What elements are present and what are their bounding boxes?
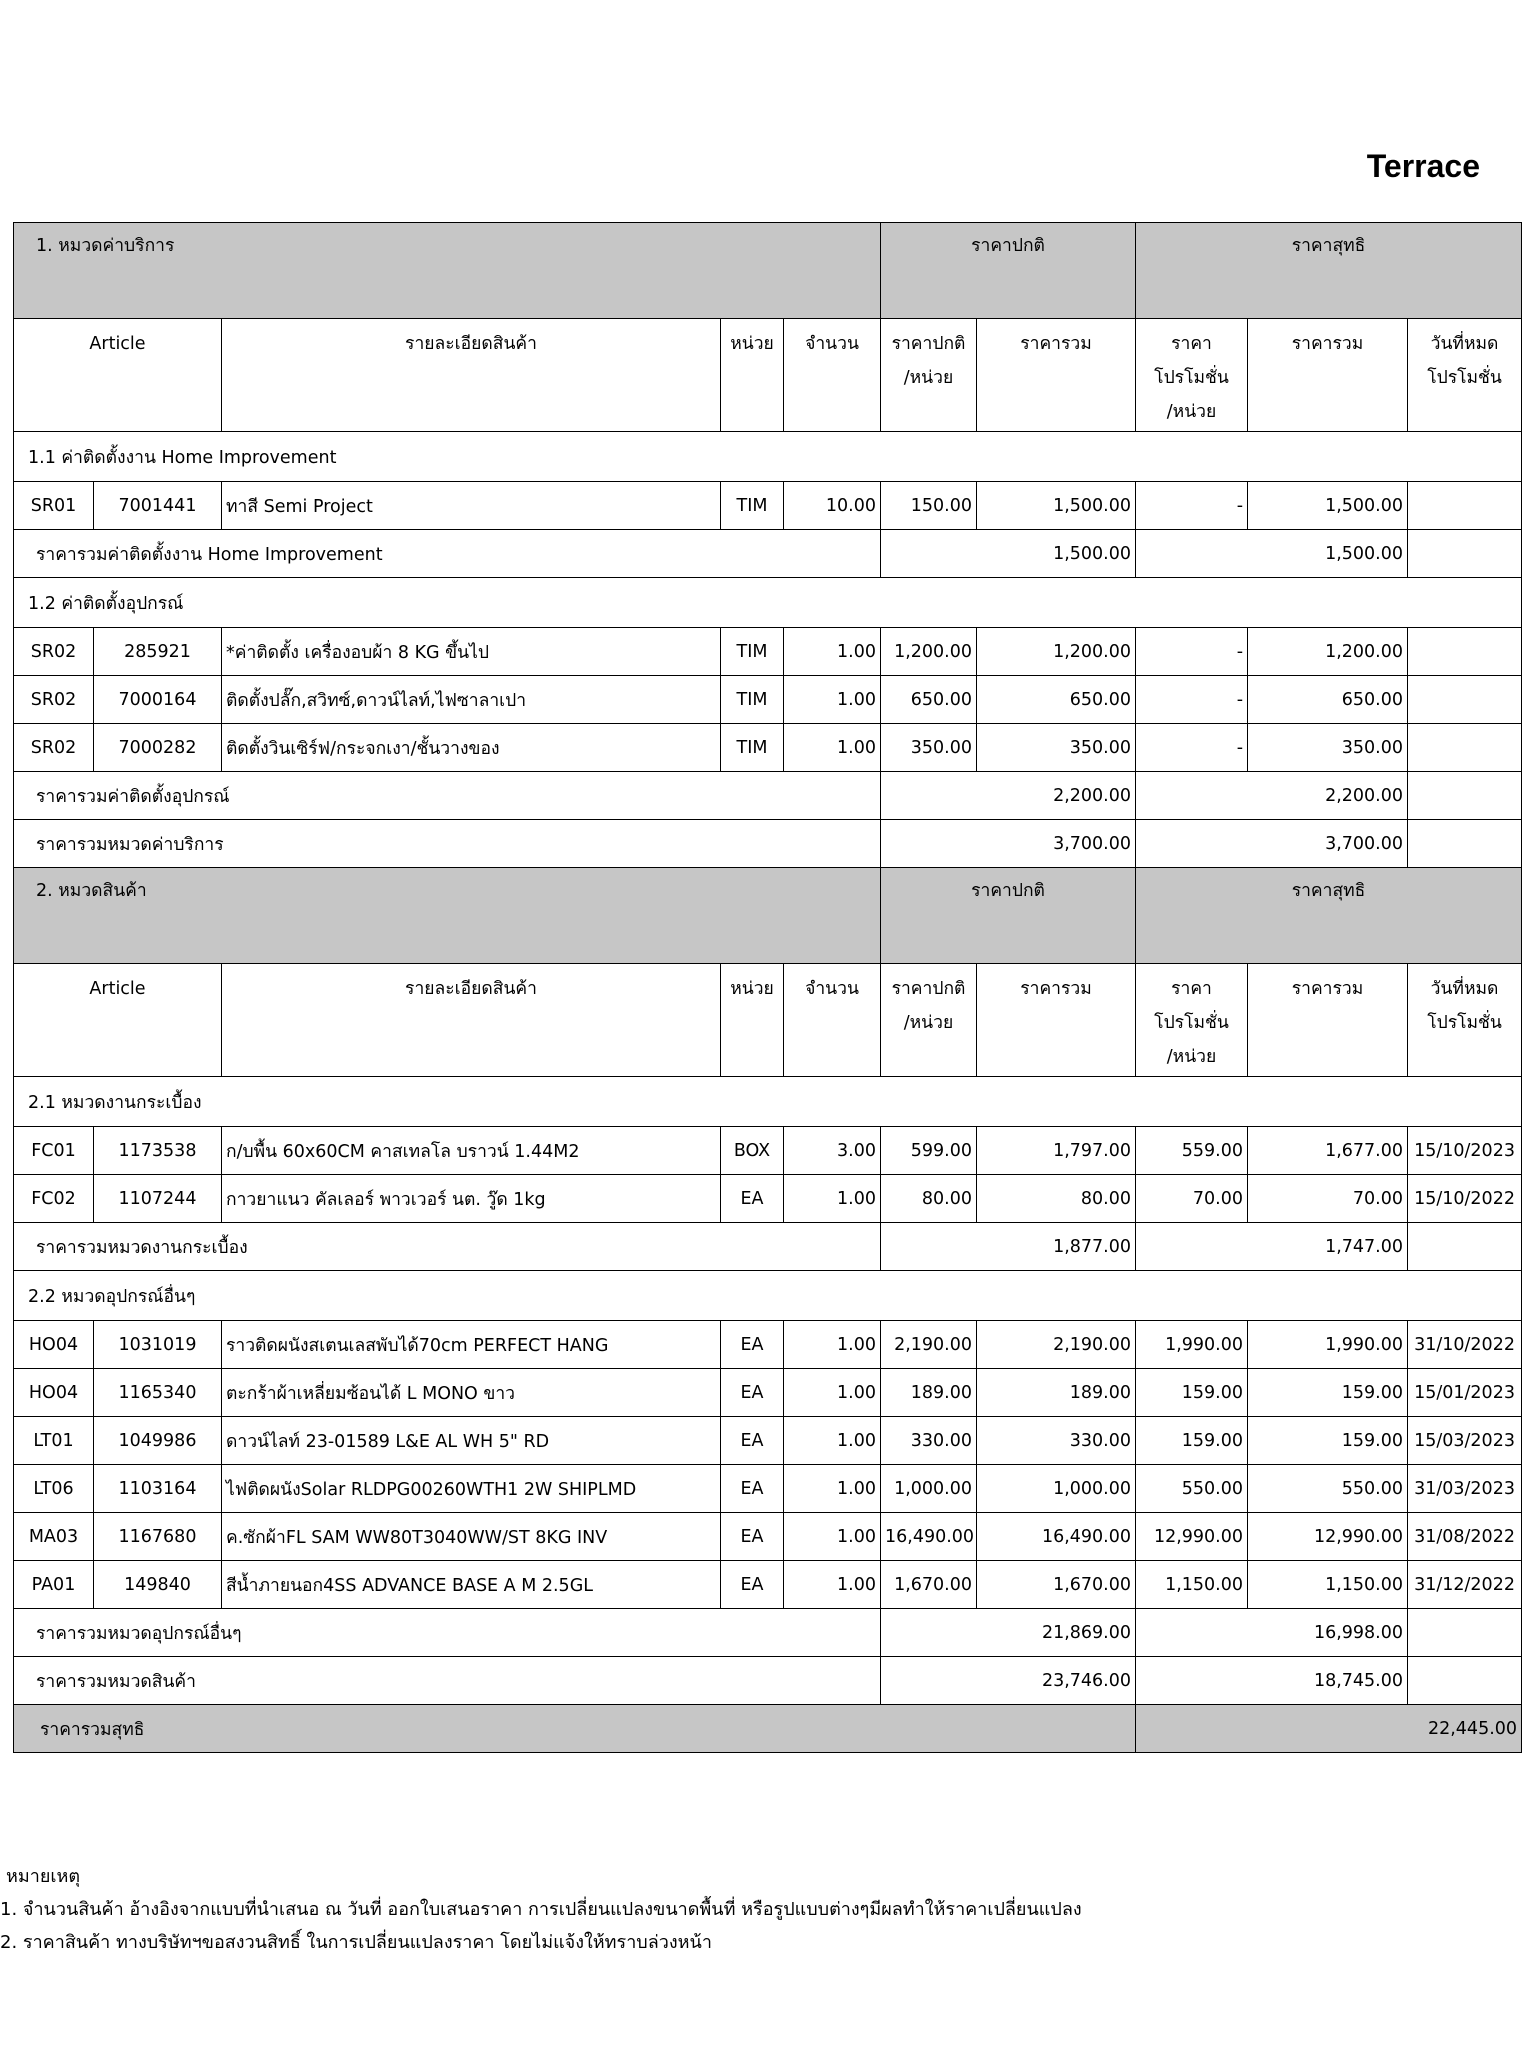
subtotal-blank [1408,530,1522,578]
item-article: 1165340 [94,1369,222,1417]
item-article: 1049986 [94,1417,222,1465]
subtotal-label: ราคารวมค่าติดตั้งงาน Home Improvement [14,530,881,578]
table-row [14,482,1522,530]
column-header-row [14,964,1522,1077]
category-row [14,1077,1522,1127]
item-unit: EA [721,1321,784,1369]
item-promo-price: 159.00 [1136,1417,1248,1465]
item-code: LT06 [14,1465,94,1513]
item-total: 1,670.00 [977,1561,1136,1609]
item-article: 1031019 [94,1321,222,1369]
table-row [14,724,1522,772]
item-qty: 1.00 [784,1465,881,1513]
item-qty: 1.00 [784,1321,881,1369]
item-description: สีน้ำภายนอก4SS ADVANCE BASE A M 2.5GL [222,1561,721,1609]
item-promo-price: 559.00 [1136,1127,1248,1175]
column-header-line: หน่วย [730,334,774,354]
item-code: SR01 [14,482,94,530]
item-promo-total: 650.00 [1248,676,1408,724]
column-header-line: ราคา [1171,979,1212,999]
section-subtotal-row [14,1657,1522,1705]
item-promo-total: 1,500.00 [1248,482,1408,530]
notes [0,1860,1520,1959]
item-code: HO04 [14,1321,94,1369]
section-title: 2. หมวดสินค้า [14,868,881,964]
subtotal-normal: 1,500.00 [881,530,1136,578]
category-title: 2.1 หมวดงานกระเบื้อง [14,1077,1522,1127]
item-article: 7001441 [94,482,222,530]
item-unit-price: 1,000.00 [881,1465,977,1513]
section-header-row [14,868,1522,964]
table-row [14,1321,1522,1369]
grand-total-row [14,1705,1522,1753]
item-description: ติดตั้งปลั๊ก,สวิทซ์,ดาวน์ไลท์,ไฟซาลาเปา [222,676,721,724]
category-subtotal-row [14,530,1522,578]
column-header-line: Article [89,979,146,999]
item-promo-end-date [1408,628,1522,676]
column-header [1408,964,1522,1077]
category-subtotal-row [14,1609,1522,1657]
column-header [721,964,784,1077]
item-article: 149840 [94,1561,222,1609]
item-unit: EA [721,1417,784,1465]
note-line-1: 1. จำนวนสินค้า อ้างอิงจากแบบที่นำเสนอ ณ วันที่ ออกใบเสนอราคา การเปลี่ยนแปลงขนาดพื้นที่ หรือรูปแบบต่างๆมีผลทำให้ราคาเปลี่ยนแปลง [0,1899,1082,1920]
column-header-line: โปรโมชั่น [1154,368,1229,388]
item-code: SR02 [14,628,94,676]
item-unit-price: 2,190.00 [881,1321,977,1369]
item-unit-price: 1,670.00 [881,1561,977,1609]
column-header [1248,964,1408,1077]
column-header [784,964,881,1077]
item-total: 1,000.00 [977,1465,1136,1513]
item-description: กาวยาแนว คัลเลอร์ พาวเวอร์ นต. วู๊ด 1kg [222,1175,721,1223]
item-total: 1,500.00 [977,482,1136,530]
item-description: ก/บพื้น 60x60CM คาสเทลโล บราวน์ 1.44M2 [222,1127,721,1175]
item-unit-price: 150.00 [881,482,977,530]
item-promo-price: 12,990.00 [1136,1513,1248,1561]
item-promo-total: 70.00 [1248,1175,1408,1223]
item-unit: EA [721,1175,784,1223]
item-code: HO04 [14,1369,94,1417]
item-unit-price: 650.00 [881,676,977,724]
table-row [14,1513,1522,1561]
section-subtotal-blank [1408,820,1522,868]
column-header-line: ราคา [1171,334,1212,354]
table-row [14,1417,1522,1465]
item-total: 80.00 [977,1175,1136,1223]
item-unit: BOX [721,1127,784,1175]
column-header-line: /หน่วย [1166,1047,1217,1067]
item-description: ทาสี Semi Project [222,482,721,530]
column-header-line: โปรโมชั่น [1427,1013,1502,1033]
item-code: SR02 [14,724,94,772]
item-qty: 1.00 [784,724,881,772]
item-qty: 1.00 [784,1561,881,1609]
item-unit: EA [721,1513,784,1561]
item-unit: TIM [721,482,784,530]
item-total: 189.00 [977,1369,1136,1417]
item-promo-end-date: 15/10/2023 [1408,1127,1522,1175]
table-row [14,1561,1522,1609]
net-price-group-header: ราคาสุทธิ [1136,223,1522,319]
note-line-2: 2. ราคาสินค้า ทางบริษัทฯขอสงวนสิทธิ์ ในการเปลี่ยนแปลงราคา โดยไม่แจ้งให้ทราบล่วงหน้า [0,1932,712,1953]
column-header-line: จำนวน [805,979,859,999]
item-code: FC02 [14,1175,94,1223]
item-promo-price: - [1136,482,1248,530]
item-qty: 1.00 [784,1417,881,1465]
item-promo-end-date [1408,724,1522,772]
normal-price-group-header: ราคาปกติ [881,223,1136,319]
category-subtotal-row [14,1223,1522,1271]
item-promo-price: 550.00 [1136,1465,1248,1513]
item-promo-price: - [1136,628,1248,676]
item-code: LT01 [14,1417,94,1465]
item-code: SR02 [14,676,94,724]
item-unit-price: 16,490.00 [881,1513,977,1561]
item-unit-price: 1,200.00 [881,628,977,676]
item-total: 1,200.00 [977,628,1136,676]
item-promo-price: 1,990.00 [1136,1321,1248,1369]
subtotal-blank [1408,1223,1522,1271]
column-header-line: /หน่วย [1166,402,1217,422]
item-promo-price: - [1136,676,1248,724]
item-unit: EA [721,1369,784,1417]
column-header [881,964,977,1077]
item-unit: TIM [721,676,784,724]
subtotal-net: 2,200.00 [1136,772,1408,820]
section-subtotal-row [14,820,1522,868]
item-promo-end-date: 31/08/2022 [1408,1513,1522,1561]
category-row [14,432,1522,482]
column-header-line: โปรโมชั่น [1427,368,1502,388]
column-header [881,319,977,432]
item-promo-end-date: 31/03/2023 [1408,1465,1522,1513]
subtotal-normal: 1,877.00 [881,1223,1136,1271]
item-promo-price: 1,150.00 [1136,1561,1248,1609]
item-qty: 3.00 [784,1127,881,1175]
column-header-line: ราคาปกติ [891,334,966,354]
column-header-row [14,319,1522,432]
item-description: ติดตั้งวินเซิร์ฟ/กระจกเงา/ชั้นวางของ [222,724,721,772]
item-unit-price: 330.00 [881,1417,977,1465]
table-row [14,628,1522,676]
section-subtotal-normal: 3,700.00 [881,820,1136,868]
item-qty: 1.00 [784,1369,881,1417]
table-row [14,1127,1522,1175]
item-promo-price: 159.00 [1136,1369,1248,1417]
item-unit-price: 599.00 [881,1127,977,1175]
column-header [222,964,721,1077]
item-description: ตะกร้าผ้าเหลี่ยมซ้อนได้ L MONO ขาว [222,1369,721,1417]
grand-total-label: ราคารวมสุทธิ [14,1705,1136,1753]
column-header-line: ราคารวม [1291,334,1364,354]
column-header [721,319,784,432]
subtotal-blank [1408,1609,1522,1657]
item-qty: 1.00 [784,628,881,676]
notes-title: หมายเหตุ [6,1866,81,1887]
column-header-line: /หน่วย [903,368,954,388]
item-unit: TIM [721,628,784,676]
grand-total-value: 22,445.00 [1136,1705,1522,1753]
subtotal-label: ราคารวมหมวดอุปกรณ์อื่นๆ [14,1609,881,1657]
item-promo-end-date [1408,676,1522,724]
item-promo-end-date [1408,482,1522,530]
item-unit: EA [721,1561,784,1609]
item-article: 1107244 [94,1175,222,1223]
item-description: ไฟติดผนังSolar RLDPG00260WTH1 2W SHIPLMD [222,1465,721,1513]
column-header-line: รายละเอียดสินค้า [405,979,537,999]
item-promo-end-date: 31/10/2022 [1408,1321,1522,1369]
item-promo-price: - [1136,724,1248,772]
column-header-line: Article [89,334,146,354]
item-article: 7000282 [94,724,222,772]
item-unit-price: 80.00 [881,1175,977,1223]
subtotal-blank [1408,772,1522,820]
column-header [1136,319,1248,432]
category-row [14,1271,1522,1321]
column-header [1408,319,1522,432]
column-header-line: ราคารวม [1291,979,1364,999]
table-row [14,1175,1522,1223]
column-header-line: วันที่หมด [1430,334,1499,354]
item-code: MA03 [14,1513,94,1561]
section-subtotal-label: ราคารวมหมวดสินค้า [14,1657,881,1705]
item-total: 1,797.00 [977,1127,1136,1175]
item-unit-price: 350.00 [881,724,977,772]
table-row [14,676,1522,724]
column-header-line: วันที่หมด [1430,979,1499,999]
item-promo-end-date: 31/12/2022 [1408,1561,1522,1609]
subtotal-net: 1,500.00 [1136,530,1408,578]
item-total: 2,190.00 [977,1321,1136,1369]
item-description: *ค่าติดตั้ง เครื่องอบผ้า 8 KG ขึ้นไป [222,628,721,676]
column-header [1248,319,1408,432]
category-title: 1.1 ค่าติดตั้งงาน Home Improvement [14,432,1522,482]
subtotal-normal: 21,869.00 [881,1609,1136,1657]
item-total: 330.00 [977,1417,1136,1465]
category-title: 2.2 หมวดอุปกรณ์อื่นๆ [14,1271,1522,1321]
column-header [14,964,222,1077]
category-subtotal-row [14,772,1522,820]
item-qty: 1.00 [784,1175,881,1223]
item-qty: 10.00 [784,482,881,530]
quotation-table [13,222,1522,1753]
item-promo-total: 1,150.00 [1248,1561,1408,1609]
subtotal-net: 16,998.00 [1136,1609,1408,1657]
subtotal-net: 1,747.00 [1136,1223,1408,1271]
item-promo-total: 1,990.00 [1248,1321,1408,1369]
column-header-line: หน่วย [730,979,774,999]
item-description: ค.ซักผ้าFL SAM WW80T3040WW/ST 8KG INV [222,1513,721,1561]
item-promo-total: 159.00 [1248,1417,1408,1465]
item-promo-total: 1,677.00 [1248,1127,1408,1175]
item-description: ดาวน์ไลท์ 23-01589 L&E AL WH 5" RD [222,1417,721,1465]
item-promo-end-date: 15/03/2023 [1408,1417,1522,1465]
item-promo-total: 550.00 [1248,1465,1408,1513]
item-article: 285921 [94,628,222,676]
item-code: FC01 [14,1127,94,1175]
subtotal-label: ราคารวมค่าติดตั้งอุปกรณ์ [14,772,881,820]
column-header-line: รายละเอียดสินค้า [405,334,537,354]
column-header [14,319,222,432]
category-row [14,578,1522,628]
item-promo-end-date: 15/10/2022 [1408,1175,1522,1223]
section-subtotal-net: 18,745.00 [1136,1657,1408,1705]
item-article: 1103164 [94,1465,222,1513]
item-description: ราวติดผนังสเตนเลสพับได้70cm PERFECT HANG [222,1321,721,1369]
column-header-line: ราคารวม [1020,979,1092,999]
column-header [977,319,1136,432]
item-qty: 1.00 [784,1513,881,1561]
subtotal-label: ราคารวมหมวดงานกระเบื้อง [14,1223,881,1271]
item-article: 7000164 [94,676,222,724]
section-subtotal-label: ราคารวมหมวดค่าบริการ [14,820,881,868]
column-header [222,319,721,432]
subtotal-normal: 2,200.00 [881,772,1136,820]
item-promo-total: 12,990.00 [1248,1513,1408,1561]
item-promo-end-date: 15/01/2023 [1408,1369,1522,1417]
item-total: 16,490.00 [977,1513,1136,1561]
normal-price-group-header: ราคาปกติ [881,868,1136,964]
column-header-line: ราคาปกติ [891,979,966,999]
item-article: 1167680 [94,1513,222,1561]
item-total: 650.00 [977,676,1136,724]
section-title: 1. หมวดค่าบริการ [14,223,881,319]
net-price-group-header: ราคาสุทธิ [1136,868,1522,964]
category-title: 1.2 ค่าติดตั้งอุปกรณ์ [14,578,1522,628]
column-header-line: ราคารวม [1020,334,1092,354]
table-row [14,1465,1522,1513]
page-title: Terrace [1366,148,1480,184]
section-subtotal-blank [1408,1657,1522,1705]
item-promo-price: 70.00 [1136,1175,1248,1223]
column-header [1136,964,1248,1077]
item-promo-total: 1,200.00 [1248,628,1408,676]
item-total: 350.00 [977,724,1136,772]
item-unit: TIM [721,724,784,772]
section-subtotal-net: 3,700.00 [1136,820,1408,868]
column-header-line: /หน่วย [903,1013,954,1033]
column-header [977,964,1136,1077]
column-header [784,319,881,432]
section-subtotal-normal: 23,746.00 [881,1657,1136,1705]
section-header-row [14,223,1522,319]
column-header-line: โปรโมชั่น [1154,1013,1229,1033]
table-row [14,1369,1522,1417]
item-code: PA01 [14,1561,94,1609]
item-promo-total: 159.00 [1248,1369,1408,1417]
item-qty: 1.00 [784,676,881,724]
item-article: 1173538 [94,1127,222,1175]
item-unit-price: 189.00 [881,1369,977,1417]
item-unit: EA [721,1465,784,1513]
column-header-line: จำนวน [805,334,859,354]
item-promo-total: 350.00 [1248,724,1408,772]
